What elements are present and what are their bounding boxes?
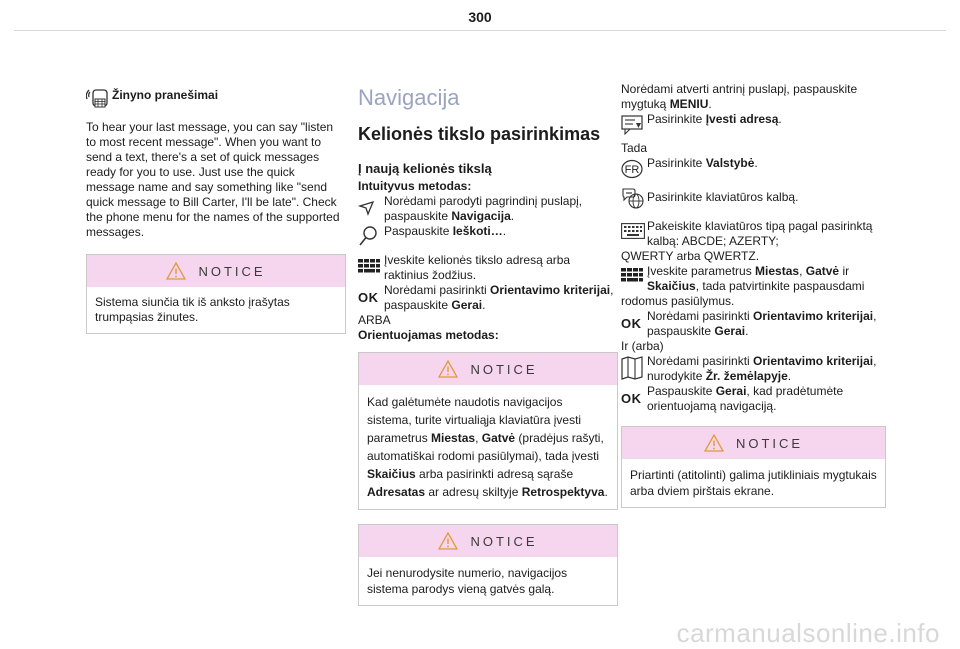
- warning-icon: [438, 532, 458, 550]
- keyboard-language-icon: [621, 186, 647, 209]
- notice-box: [86, 254, 346, 334]
- navigation-arrow-icon: [358, 194, 384, 217]
- page-number: 300: [468, 9, 492, 25]
- ok-icon-label: OK: [621, 391, 642, 406]
- notice-title: NOTICE: [198, 263, 266, 279]
- subsection-title: Į naują kelionės tikslą: [358, 161, 492, 176]
- guidance-criteria-keyword: Orientavimo kriterijai: [753, 309, 874, 323]
- country-keyword: Valstybė: [705, 156, 755, 170]
- keyboard-type-icon: [621, 219, 647, 239]
- column-middle: [358, 82, 618, 606]
- intuitive-method-label: Intuityvus metodas:: [358, 179, 472, 193]
- notice-title: NOTICE: [735, 435, 804, 451]
- step-keyboard-type: [621, 219, 886, 249]
- step-guidance-criteria: OK Norėdami pasirinkti Orientavimo kriterijai, paspauskite Gerai.: [621, 309, 877, 338]
- notice-title: NOTICE: [470, 533, 538, 549]
- intro-text: Norėdami atverti antrinį puslapį, paspauskite mygtuką MENIU.: [621, 82, 858, 111]
- notice-box-2: [358, 524, 618, 606]
- step-keyboard-language: [621, 186, 886, 209]
- notice-title: NOTICE: [470, 361, 538, 377]
- step-enter-address-end: .: [778, 112, 782, 126]
- menu-keyword: MENIU: [669, 97, 709, 111]
- page-title: Kelionės tikslo pasirinkimas: [358, 124, 601, 144]
- guided-method-label: Orientuojamas metodas:: [358, 328, 499, 342]
- step-country-text: Pasirinkite: [647, 156, 706, 170]
- city-keyword: Miestas: [755, 264, 800, 278]
- notice-header: [622, 427, 885, 459]
- ok-icon: [621, 384, 647, 406]
- step-keyboard-type-text: Pakeiskite klaviatūros tipą pagal pasirinktą kalbą: ABCDE; AZERTY;: [647, 219, 873, 248]
- then-label: Tada: [621, 141, 648, 155]
- warning-icon: [438, 360, 458, 378]
- watermark: carmanualsonline.info: [676, 618, 940, 648]
- step-confirm-text: Norėdami pasirinkti: [384, 283, 491, 297]
- notice-header: [359, 353, 617, 385]
- warning-icon: [166, 262, 186, 280]
- search-icon: [358, 224, 384, 247]
- ok-icon-label: OK: [358, 290, 379, 305]
- voice-messages-heading: Žinyno pranešimai: [112, 88, 219, 102]
- ok-keyword: Gerai: [714, 324, 746, 338]
- step-enter-address-text: Pasirinkite: [647, 112, 706, 126]
- step-country-end: .: [754, 156, 758, 170]
- step-search-end: .: [502, 224, 507, 238]
- step-map: Norėdami pasirinkti Orientavimo kriterijai, nurodykite Žr. žemėlapyje.: [621, 354, 886, 384]
- step-keyboard-language-text: Pasirinkite klaviatūros kalbą.: [647, 190, 799, 204]
- step-navigation: [358, 194, 618, 224]
- voice-command-icon: [86, 82, 112, 110]
- and-or-label: Ir (arba): [621, 339, 664, 353]
- step-keyboard-type-wrap: QWERTY arba QWERTZ.: [621, 249, 760, 263]
- notice-header: [359, 525, 617, 557]
- step-city-street-text: Įveskite parametrus: [647, 264, 756, 278]
- step-confirm-mid: , paspauskite: [384, 283, 614, 312]
- keyboard-icon: [621, 264, 647, 284]
- header-divider: [14, 30, 946, 31]
- ok-icon: [358, 283, 384, 305]
- or-label: ARBA: [358, 313, 391, 327]
- column-right: [621, 82, 886, 508]
- search-keyword: Ieškoti…: [452, 224, 503, 238]
- enter-address-keyword: Įvesti adresą: [705, 112, 779, 126]
- step-confirm: [358, 283, 618, 313]
- notice-box-3: [621, 426, 886, 508]
- number-keyword: Skaičius: [647, 279, 696, 293]
- notice-text: Kad galėtumėte naudotis navigacijos sistema, turite virtualiąja klaviatūra įvesti parametrus Miestas, Gatvė (pradėjus rašyti, automatiškai rodomi pasiūlymai), tada įvesti Skaičius arba pasirinkti adresą sąraše Adresatas ar adresų skiltyje Retrospektyva.: [367, 395, 608, 499]
- notice-text: Sistema siunčia tik iš anksto įrašytas trumpąsias žinutes.: [95, 295, 290, 324]
- keyboard-icon: [358, 253, 384, 275]
- address-entry-icon: [621, 112, 647, 135]
- ok-icon-label: OK: [621, 316, 642, 331]
- section-title: Navigacija: [358, 85, 460, 110]
- voice-messages-paragraph: To hear your last message, you can say "listen to most recent message". When you want to send a text, there's a set of quick messages ready for you to use. Just use the quick message name and say something like "send quick message to Bill Carter, I'll be late". Check the phone menu for the names of the supported messages.: [86, 120, 340, 239]
- notice-text: Priartinti (atitolinti) galima jutikliniais mygtukais arba dviem pirštais ekrane.: [630, 468, 877, 498]
- step-enter-destination-text: Įveskite kelionės tikslo adresą arba raktinius žodžius.: [384, 253, 571, 282]
- step-country: [621, 156, 886, 179]
- guidance-criteria-keyword: Orientavimo kriterijai: [490, 283, 611, 297]
- step-search: [358, 224, 618, 247]
- navigation-keyword: Navigacija: [451, 209, 511, 223]
- guidance-criteria-keyword: Orientavimo kriterijai: [753, 354, 874, 368]
- ok-icon: [621, 309, 647, 331]
- see-map-keyword: Žr. žemėlapyje: [705, 369, 788, 383]
- map-icon: [621, 354, 647, 380]
- ok-keyword: Gerai: [715, 384, 747, 398]
- step-start-guidance: OK Paspauskite Gerai, kad pradėtumėte orientuojamą navigaciją.: [621, 384, 844, 413]
- voice-messages-heading-row: [86, 82, 346, 110]
- step-city-street: Įveskite parametrus Miestas, Gatvė ir Skaičius, tada patvirtinkite paspausdami: [621, 264, 886, 294]
- warning-icon: [704, 434, 724, 452]
- notice-header: [87, 255, 345, 287]
- step-search-text: Paspauskite: [384, 224, 453, 238]
- step-city-street-wrap: rodomus pasiūlymus.: [621, 294, 735, 308]
- step-enter-address: [621, 112, 886, 135]
- country-icon: [621, 156, 647, 179]
- column-left: [86, 82, 346, 334]
- step-navigation-end: .: [510, 209, 515, 223]
- step-enter-destination: [358, 253, 618, 283]
- step-confirm-end: .: [482, 298, 486, 312]
- street-keyword: Gatvė: [805, 264, 840, 278]
- notice-text: Jei nenurodysite numerio, navigacijos sistema parodys vieną gatvės galą.: [367, 566, 568, 596]
- country-icon-label: FR: [624, 164, 640, 176]
- notice-box-1: [358, 352, 618, 510]
- ok-keyword: Gerai: [451, 298, 483, 312]
- step-navigation-text: Norėdami parodyti pagrindinį puslapį, paspauskite: [384, 194, 583, 223]
